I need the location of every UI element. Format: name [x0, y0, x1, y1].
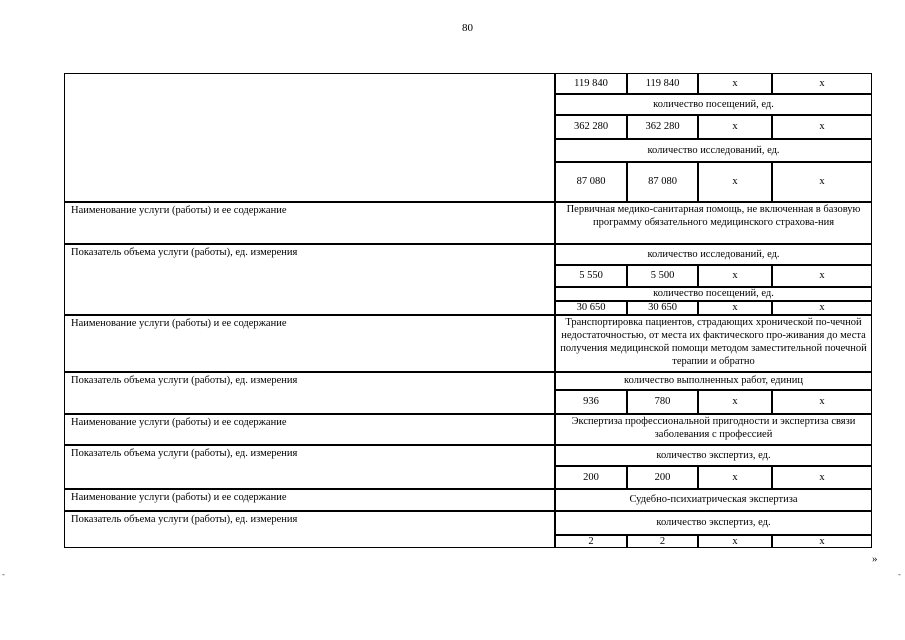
- service-label: Наименование услуги (работы) и ее содержание: [64, 315, 555, 372]
- value-cell: 119 840: [555, 73, 627, 94]
- value-cell: 2: [555, 535, 627, 548]
- value-cell: 780: [627, 390, 698, 414]
- edge-mark: -: [2, 569, 5, 579]
- value-cell: х: [698, 535, 772, 548]
- volume-label: Показатель объема услуги (работы), ед. измерения: [64, 244, 555, 315]
- unit-cell: количество экспертиз, ед.: [555, 511, 872, 535]
- value-cell: 200: [555, 466, 627, 489]
- edge-mark: -: [898, 569, 901, 579]
- closing-quote: »: [872, 553, 878, 565]
- value-cell: 936: [555, 390, 627, 414]
- unit-cell: количество посещений, ед.: [555, 94, 872, 115]
- value-cell: 200: [627, 466, 698, 489]
- value-cell: х: [698, 466, 772, 489]
- value-cell: 30 650: [627, 301, 698, 315]
- value-cell: 5 550: [555, 265, 627, 287]
- volume-label: Показатель объема услуги (работы), ед. измерения: [64, 445, 555, 489]
- value-cell: 119 840: [627, 73, 698, 94]
- service-label: Наименование услуги (работы) и ее содержание: [64, 414, 555, 445]
- value-cell: х: [698, 301, 772, 315]
- value-cell: х: [698, 115, 772, 139]
- unit-cell: количество исследований, ед.: [555, 244, 872, 265]
- unit-cell: количество экспертиз, ед.: [555, 445, 872, 466]
- unit-cell: количество исследований, ед.: [555, 139, 872, 162]
- value-cell: х: [772, 115, 872, 139]
- volume-label: Показатель объема услуги (работы), ед. измерения: [64, 372, 555, 414]
- value-cell: 362 280: [627, 115, 698, 139]
- value-cell: х: [772, 301, 872, 315]
- value-cell: х: [698, 390, 772, 414]
- value-cell: 30 650: [555, 301, 627, 315]
- value-cell: 362 280: [555, 115, 627, 139]
- value-cell: х: [772, 265, 872, 287]
- value-cell: х: [698, 73, 772, 94]
- value-cell: х: [772, 73, 872, 94]
- left-blank-cell: [64, 73, 555, 202]
- value-cell: х: [772, 390, 872, 414]
- volume-label: Показатель объема услуги (работы), ед. измерения: [64, 511, 555, 548]
- service-label: Наименование услуги (работы) и ее содержание: [64, 202, 555, 244]
- service-description: Экспертиза профессиональной пригодности и экспертиза связи заболевания с профессией: [555, 414, 872, 445]
- value-cell: х: [698, 162, 772, 202]
- value-cell: 87 080: [627, 162, 698, 202]
- unit-cell: количество посещений, ед.: [555, 287, 872, 301]
- service-description: Транспортировка пациентов, страдающих хронической по-чечной недостаточностью, от места их фактического про-живания до места получения медицинской помощи методом заместительной почечной терапии и обратно: [555, 315, 872, 372]
- value-cell: х: [772, 162, 872, 202]
- value-cell: 2: [627, 535, 698, 548]
- service-label: Наименование услуги (работы) и ее содержание: [64, 489, 555, 511]
- value-cell: х: [772, 466, 872, 489]
- page-number: 80: [462, 22, 473, 34]
- value-cell: х: [698, 265, 772, 287]
- service-description: Первичная медико-санитарная помощь, не включенная в базовую программу обязательного медицинского страхова-ния: [555, 202, 872, 244]
- value-cell: х: [772, 535, 872, 548]
- unit-cell: количество выполненных работ, единиц: [555, 372, 872, 390]
- service-description: Судебно-психиатрическая экспертиза: [555, 489, 872, 511]
- value-cell: 5 500: [627, 265, 698, 287]
- value-cell: 87 080: [555, 162, 627, 202]
